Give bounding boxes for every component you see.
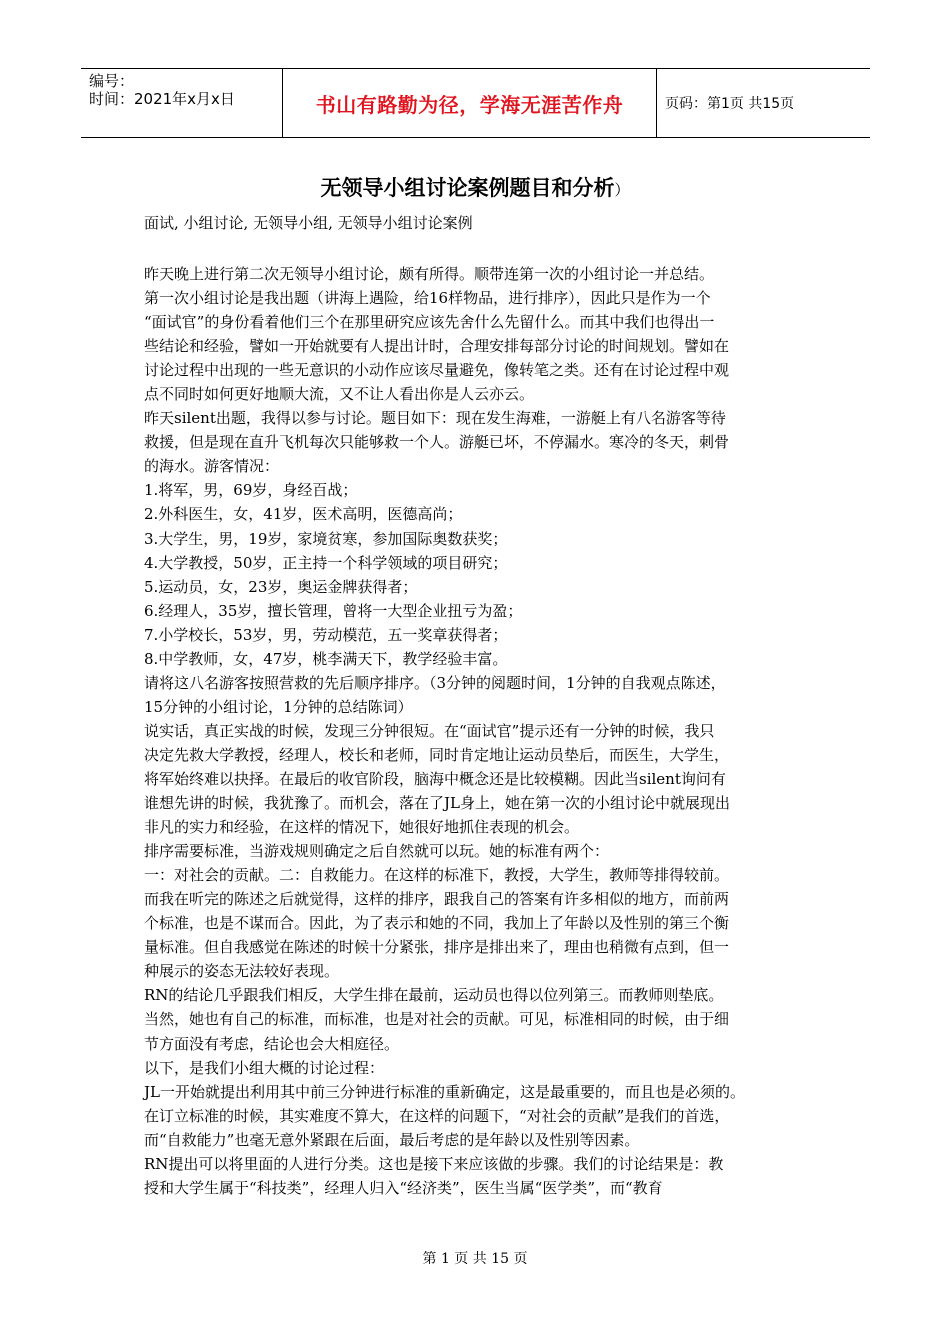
body-text-line: 个标准，也是不谋而合。因此，为了表示和她的不同，我加上了年龄以及性别的第三个衡	[144, 914, 730, 933]
body-text-line: 7.小学校长，53岁，男，劳动模范，五一奖章获得者；	[144, 625, 508, 644]
keywords-line: 面试, 小组讨论, 无领导小组, 无领导小组讨论案例	[144, 214, 473, 232]
body-text-line: 6.经理人，35岁，擅长管理，曾将一大型企业扭亏为盈；	[144, 601, 523, 620]
document-title	[0, 172, 950, 202]
body-text-line: 8.中学教师，女，47岁，桃李满天下，教学经验丰富。	[144, 649, 508, 668]
body-text-line: 第一次小组讨论是我出题（讲海上遇险，给16样物品，进行排序），因此只是作为一个	[144, 289, 711, 308]
body-text-line: 昨天silent出题，我得以参与讨论。题目如下：现在发生海难，一游艇上有八名游客等待	[144, 409, 726, 428]
serial-number-label: 编号：	[89, 72, 135, 90]
body-text-line: “面试官”的身份看着他们三个在那里研究应该先舍什么先留什么。而其中我们也得出一	[144, 313, 715, 332]
body-text-line: 将军始终难以抉择。在最后的收官阶段，脑海中概念还是比较模糊。因此当silent询问有	[144, 769, 726, 788]
title-paren: ）	[614, 181, 630, 199]
body-text-line: 15分钟的小组讨论，1分钟的总结陈词）	[144, 697, 413, 716]
document-body	[144, 262, 824, 1200]
body-text-line: JL一开始就提出利用其中前三分钟进行标准的重新确定，这是最重要的，而且也是必须的。	[144, 1082, 745, 1101]
body-text-line: RN提出可以将里面的人进行分类。这也是接下来应该做的步骤。我们的讨论结果是：教	[144, 1154, 724, 1173]
body-text-line: 以下，是我们小组大概的讨论过程：	[144, 1058, 385, 1077]
header-page-cell	[657, 69, 870, 137]
body-text-line: 量标准。但自我感觉在陈述的时候十分紧张，排序是排出来了，理由也稍微有点到，但一	[144, 938, 730, 957]
body-text-line: 4.大学教授，50岁，正主持一个科学领域的项目研究；	[144, 553, 508, 572]
body-text-line: 3.大学生，男，19岁，家境贫寒，参加国际奥数获奖；	[144, 529, 508, 548]
body-text-line: 决定先救大学教授，经理人，校长和老师，同时肯定地让运动员垫后，而医生，大学生，	[144, 745, 730, 764]
date-label: 时间：2021年x月x日	[89, 90, 235, 108]
body-text-line: 在订立标准的时候，其实难度不算大，在这样的问题下，“对社会的贡献”是我们的首选，	[144, 1106, 730, 1125]
document-header	[81, 68, 870, 138]
body-text-line: 点不同时如何更好地顺大流，又不让人看出你是人云亦云。	[144, 385, 535, 404]
body-text-line: RN的结论几乎跟我们相反，大学生排在最前，运动员也得以位列第三。而教师则垫底。	[144, 986, 724, 1005]
body-text-line: 而我在听完的陈述之后就觉得，这样的排序，跟我自己的答案有许多相似的地方，而前两	[144, 890, 730, 909]
body-text-line: 的海水。游客情况：	[144, 457, 280, 476]
header-motto-cell	[282, 69, 657, 137]
body-text-line: 非凡的实力和经验，在这样的情况下，她很好地抓住表现的机会。	[144, 818, 580, 837]
body-text-line: 昨天晚上进行第二次无领导小组讨论，颇有所得。顺带连第一次的小组讨论一并总结。	[144, 265, 715, 283]
body-text-line: 救援，但是现在直升飞机每次只能够救一个人。游艇已坏，不停漏水。寒冷的冬天，刺骨	[144, 433, 730, 452]
body-text-line: 一：对社会的贡献。二：自救能力。在这样的标准下，教授，大学生，教师等排得较前。	[144, 866, 730, 885]
title-text: 无领导小组讨论案例题目和分析	[320, 176, 615, 200]
body-text-line: 请将这八名游客按照营救的先后顺序排序。（3分钟的阅题时间，1分钟的自我观点陈述，	[144, 673, 726, 692]
body-text-line: 节方面没有考虑，结论也会大相庭径。	[144, 1034, 400, 1053]
body-text-line: 5.运动员，女，23岁，奥运金牌获得者；	[144, 577, 418, 596]
body-text-line: 谁想先讲的时候，我犹豫了。而机会，落在了JL身上，她在第一次的小组讨论中就展现出	[144, 794, 730, 813]
body-text-line: 种展示的姿态无法较好表现。	[144, 962, 340, 981]
header-meta-cell	[81, 69, 281, 137]
body-text-line: 当然，她也有自己的标准，而标准，也是对社会的贡献。可见，标准相同的时候，由于细	[144, 1010, 730, 1029]
motto-text: 书山有路勤为径，学海无涯苦作舟	[315, 92, 624, 117]
body-text-line: 些结论和经验，譬如一开始就要有人提出计时，合理安排每部分讨论的时间规划。譬如在	[144, 337, 730, 356]
body-text-line: 而“自救能力”也毫无意外紧跟在后面，最后考虑的是年龄以及性别等因素。	[144, 1130, 640, 1149]
page-info: 页码：第1页 共15页	[665, 96, 795, 112]
body-text-line: 2.外科医生，女，41岁，医术高明，医德高尚；	[144, 505, 463, 524]
body-text-line: 讨论过程中出现的一些无意识的小动作应该尽量避免，像转笔之类。还有在讨论过程中观	[144, 361, 730, 380]
body-text-line: 排序需要标准，当游戏规则确定之后自然就可以玩。她的标准有两个：	[144, 842, 610, 861]
body-text-line: 说实话，真正实战的时候，发现三分钟很短。在“面试官”提示还有一分钟的时候，我只	[144, 721, 715, 740]
page-footer: 第 1 页 共 15 页	[422, 1251, 528, 1267]
body-text-line: 1.将军，男，69岁，身经百战；	[144, 481, 358, 500]
body-text-line: 授和大学生属于“科技类”，经理人归入“经济类”，医生当属“医学类”，而“教育	[144, 1178, 663, 1197]
